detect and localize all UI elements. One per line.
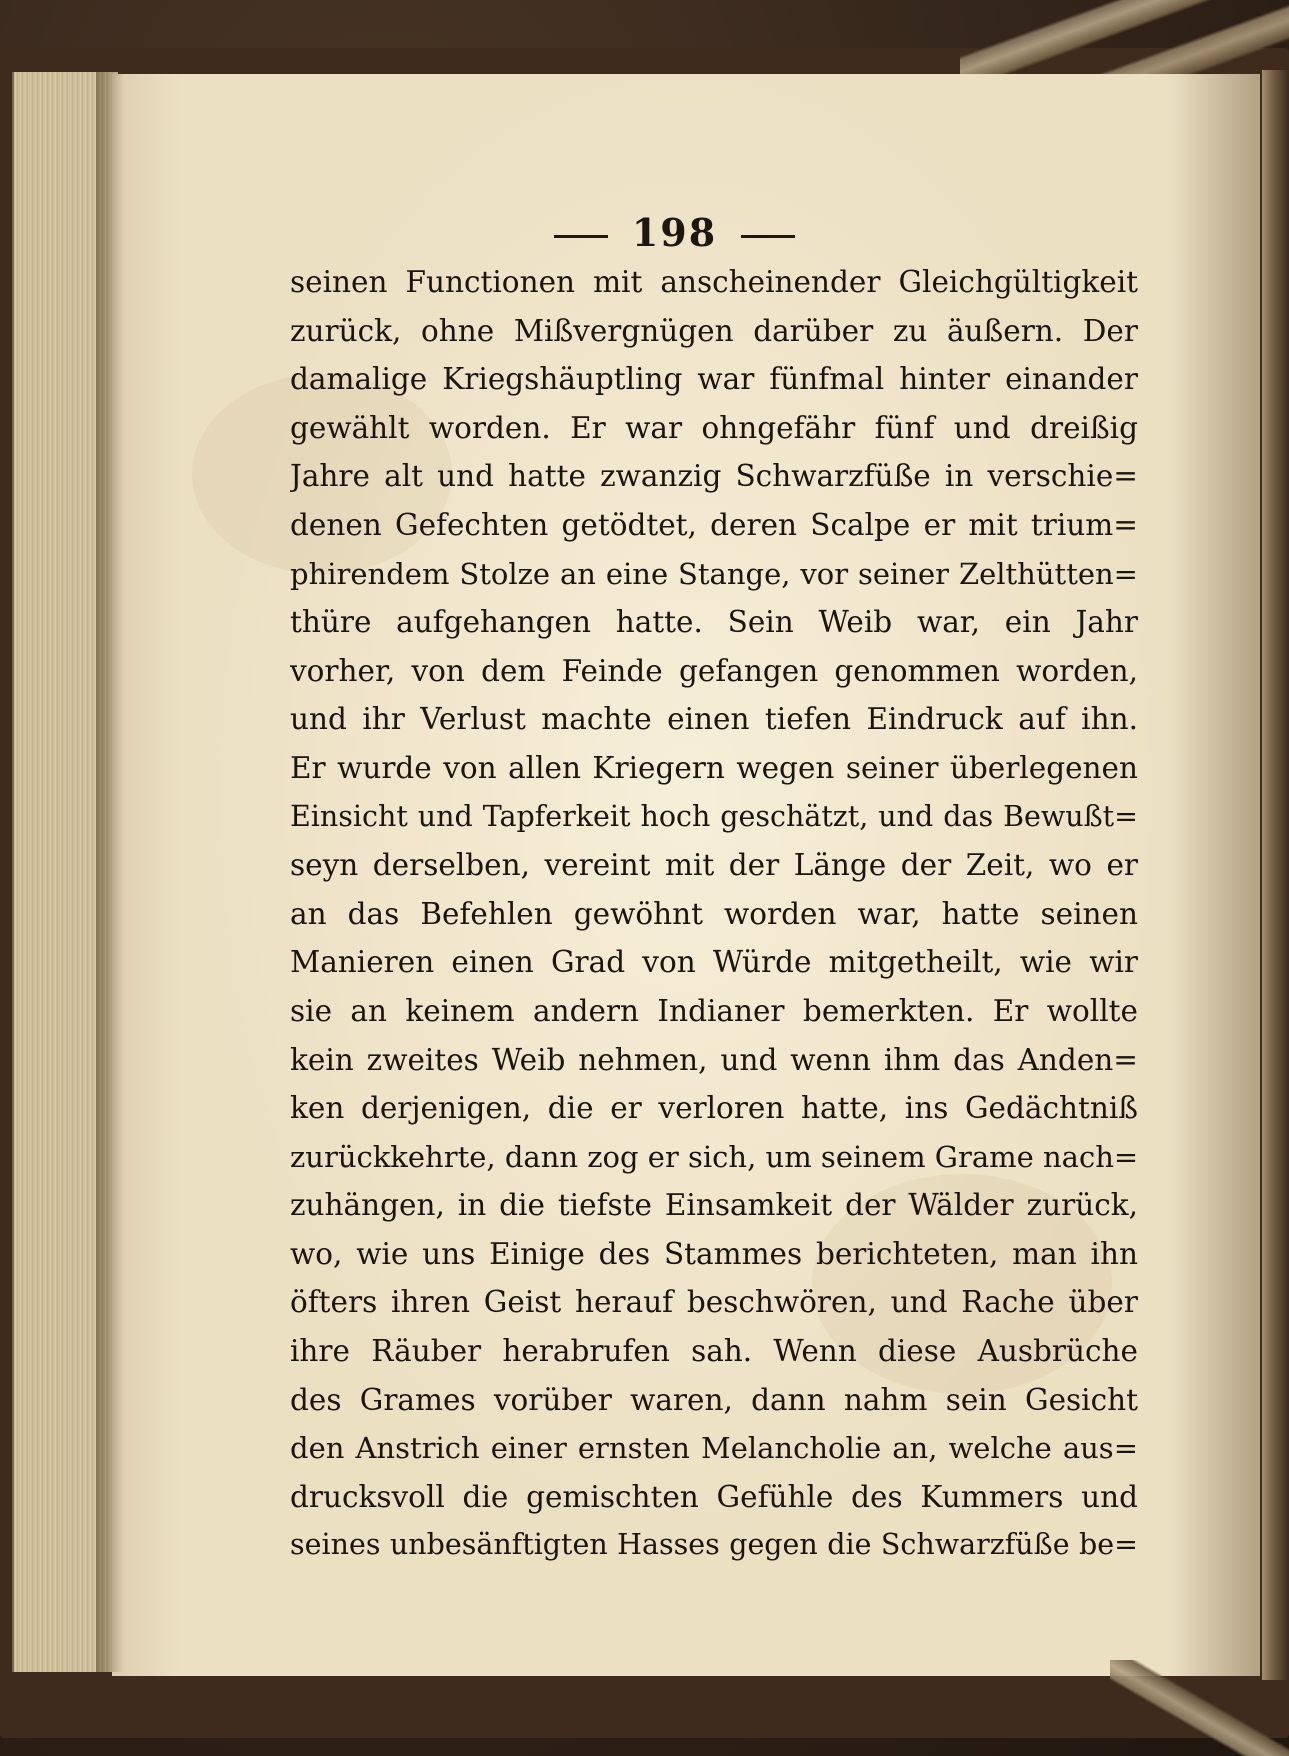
page-number: 198 <box>631 210 718 255</box>
book-gutter <box>1262 70 1289 1680</box>
text-line: an das Befehlen gewöhnt worden war, hatte seinen <box>290 896 1138 931</box>
text-line: des Grames vorüber waren, dann nahm sein Gesicht <box>290 1382 1138 1417</box>
text-line: phirendem Stolze an eine Stange, vor seiner Zelthütten= <box>290 556 1138 591</box>
text-line: zurückkehrte, dann zog er sich, um seinem Grame nach= <box>290 1139 1138 1174</box>
text-line: kein zweites Weib nehmen, und wenn ihm das Anden= <box>290 1042 1138 1077</box>
text-line: und ihr Verlust machte einen tiefen Eindruck auf ihn. <box>290 702 1138 737</box>
ribbon-bookmark-bottom <box>1110 1660 1289 1756</box>
header-dash-left <box>554 235 608 238</box>
text-line: seines unbesänftigten Hasses gegen die Schwarzfüße be= <box>290 1528 1138 1562</box>
text-line: seinen Functionen mit anscheinender Gleichgültigkeit <box>290 265 1138 299</box>
page-edge-shadow <box>96 72 124 1672</box>
text-line: Jahre alt und hatte zwanzig Schwarzfüße in verschie= <box>290 459 1138 494</box>
page-header <box>60 210 1289 255</box>
text-line: Manieren einen Grad von Würde mitgetheilt, wie wir <box>290 945 1138 980</box>
text-line: vorher, von dem Feinde gefangen genommen worden, <box>290 653 1138 688</box>
text-line: seyn derselben, vereint mit der Länge der Zeit, wo er <box>290 848 1138 883</box>
text-line: drucksvoll die gemischten Gefühle des Kummers und <box>290 1479 1138 1514</box>
text-line: wo, wie uns Einige des Stammes berichteten, man ihn <box>290 1236 1138 1271</box>
text-line: öfters ihren Geist herauf beschwören, und Rache über <box>290 1285 1138 1320</box>
text-line: denen Gefechten getödtet, deren Scalpe er mit trium= <box>290 507 1138 542</box>
text-line: ihre Räuber herabrufen sah. Wenn diese Ausbrüche <box>290 1334 1138 1369</box>
ribbon-bookmark-top <box>960 0 1289 80</box>
text-line: zurück, ohne Mißvergnügen darüber zu äußern. Der <box>290 313 1138 348</box>
text-line: ken derjenigen, die er verloren hatte, ins Gedächtniß <box>290 1091 1138 1126</box>
text-line: sie an keinem andern Indianer bemerkten. Er wollte <box>290 993 1138 1028</box>
text-line: gewählt worden. Er war ohngefähr fünf und dreißig <box>290 410 1138 445</box>
text-line: damalige Kriegshäuptling war fünfmal hinter einander <box>290 362 1138 397</box>
text-line: Einsicht und Tapferkeit hoch geschätzt, und das Bewußt= <box>290 799 1138 833</box>
text-line: zuhängen, in die tiefste Einsamkeit der Wälder zurück, <box>290 1188 1138 1223</box>
text-line: den Anstrich einer ernsten Melancholie an, welche aus= <box>290 1431 1138 1466</box>
text-line: thüre aufgehangen hatte. Sein Weib war, ein Jahr <box>290 605 1138 640</box>
header-dash-right <box>741 235 795 238</box>
body-text <box>290 258 1138 1570</box>
text-line: Er wurde von allen Kriegern wegen seiner überlegenen <box>290 750 1138 785</box>
